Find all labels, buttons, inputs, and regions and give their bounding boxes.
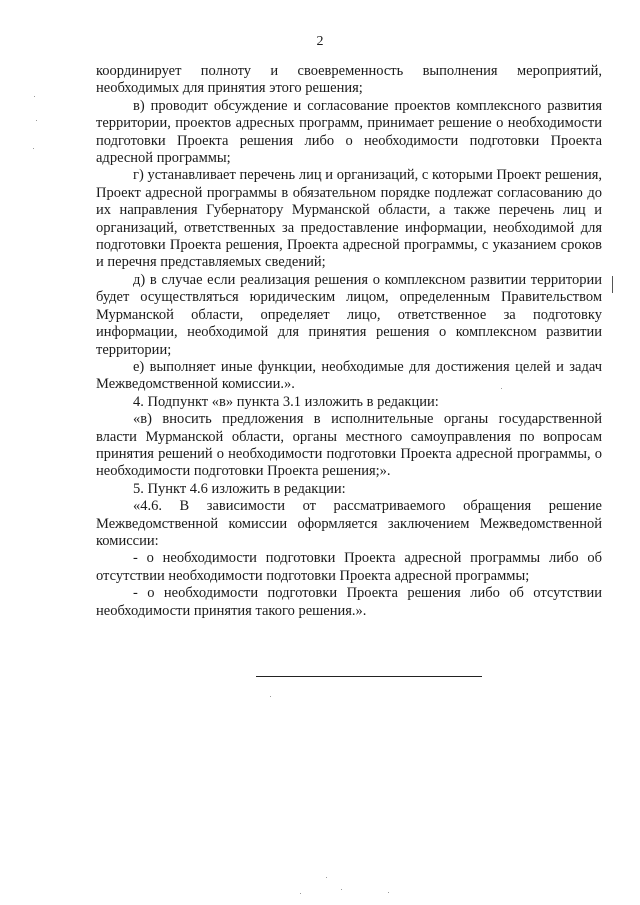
scan-speck <box>326 877 327 878</box>
scan-speck <box>501 388 502 389</box>
paragraph-bullet-1: - о необходимости подготовки Проекта адресной программы либо об отсутствии необходимости подготовки Проекта адресной программы; <box>96 550 602 584</box>
end-of-document-line <box>256 676 482 677</box>
paragraph-point-4: 4. Подпункт «в» пункта 3.1 изложить в редакции: <box>133 393 439 410</box>
paragraph-continuation: координирует полноту и своевременность выполнения мероприятий, необходимых для принятия этого решения; <box>96 63 602 97</box>
scan-speck <box>33 148 34 149</box>
paragraph-item-d: д) в случае если реализация решения о комплексном развитии территории будет осуществляться юридическим лицом, определенным Правительством Мурманской области, определяет лицо, ответственное за подготовку информации, необходимой для принятия решения о комплексном развитии территории; <box>96 271 602 358</box>
scan-speck <box>36 120 37 121</box>
scan-speck <box>34 96 35 97</box>
scan-speck <box>341 889 342 890</box>
scan-speck <box>388 892 389 893</box>
document-body <box>96 63 602 620</box>
paragraph-item-v: в) проводит обсуждение и согласование проектов комплексного развития территории, проектов адресных программ, принимает решение о необходимости подготовки Проекта решения либо о необходимости подготовки Проекта адресной программы; <box>96 97 602 167</box>
paragraph-bullet-2: - о необходимости подготовки Проекта решения либо об отсутствии необходимости принятия такого решения.». <box>96 585 602 619</box>
paragraph-item-e: е) выполняет иные функции, необходимые для достижения целей и задач Межведомственной комиссии.». <box>96 358 602 393</box>
paragraph-item-g: г) устанавливает перечень лиц и организаций, с которыми Проект решения, Проект адресной программы в обязательном порядке подлежат согласованию до их направления Губернатору Мурманской области, а также перечень лиц и организаций, ответственных за предоставление информации, необходимой для подготовки Проекта решения, Проекта адресной программы, с указанием сроков и перечня представляемых сведений; <box>96 167 602 271</box>
paragraph-point-4-text: «в) вносить предложения в исполнительные органы государственной власти Мурманской области, органы местного самоуправления по вопросам принятия решений о необходимости подготовки Проекта адресной программы, о необходимости подготовки Проекта решения;». <box>96 411 602 480</box>
scan-speck <box>270 696 271 697</box>
paragraph-point-5: 5. Пункт 4.6 изложить в редакции: <box>133 480 346 497</box>
scan-margin-mark <box>612 276 613 293</box>
paragraph-point-4-6: «4.6. В зависимости от рассматриваемого обращения решение Межведомственной комиссии оформляется заключением Межведомственной комиссии: <box>96 498 602 549</box>
scan-speck <box>300 893 301 894</box>
page-number: 2 <box>316 34 324 49</box>
